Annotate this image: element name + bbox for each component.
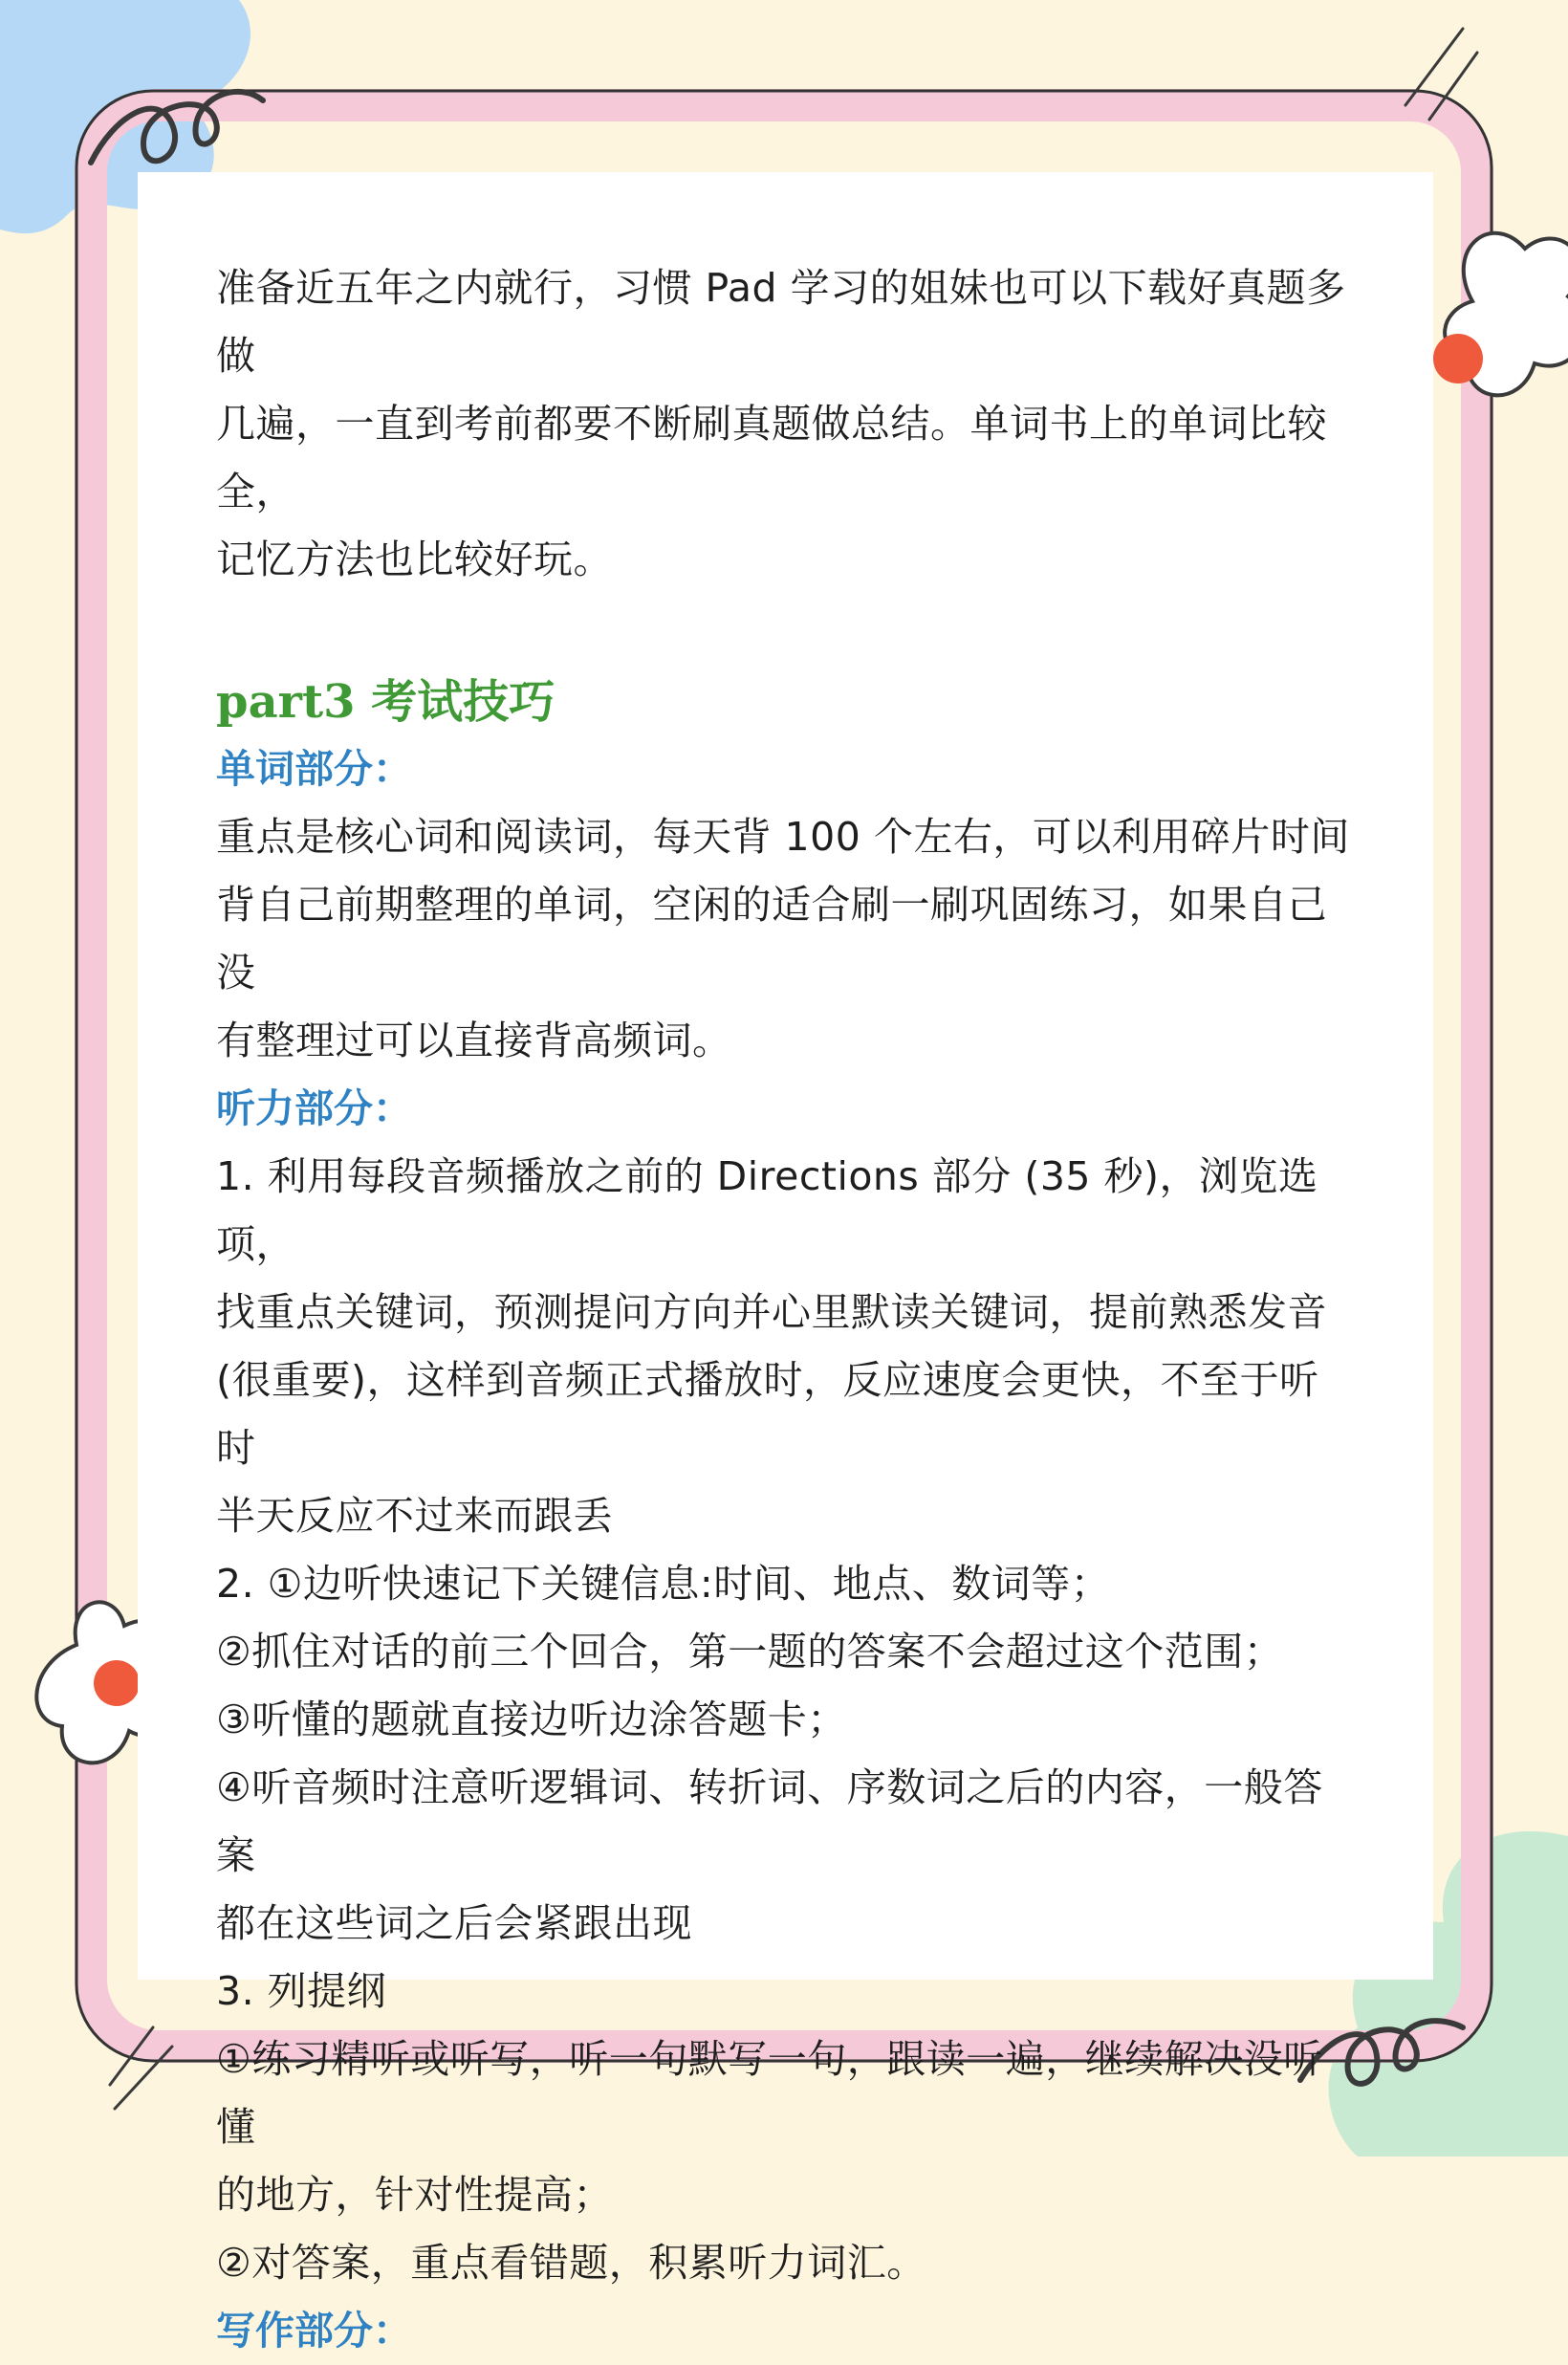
intro-line: 准备近五年之内就行，习惯 Pad 学习的姐妹也可以下载好真题多做: [216, 265, 1346, 379]
vocab-heading: 单词部分：: [216, 746, 412, 792]
listening-line: ③听懂的题就直接边听边涂答题卡；: [216, 1697, 847, 1742]
listening-line: 的地方，针对性提高；: [216, 2172, 613, 2218]
listening-line: (很重要)，这样到音频正式播放时，反应速度会更快，不至于听时: [216, 1357, 1319, 1471]
listening-line: 半天反应不过来而跟丢: [216, 1493, 613, 1539]
listening-line: ②抓住对话的前三个回合，第一题的答案不会超过这个范围；: [216, 1629, 1284, 1675]
vocab-line: 有整理过可以直接背高频词。: [216, 1018, 732, 1063]
flower-right: [1433, 233, 1568, 396]
vocab-section: [216, 735, 1355, 1075]
listening-line: ④听音频时注意听逻辑词、转折词、序数词之后的内容，一般答案: [216, 1764, 1323, 1878]
section-title: part3 考试技巧: [216, 675, 555, 729]
listening-line: 1. 利用每段音频播放之前的 Directions 部分 (35 秒)，浏览选项，: [216, 1153, 1318, 1267]
vocab-line: 背自己前期整理的单词，空闲的适合刷一刷巩固练习，如果自己没: [216, 882, 1327, 996]
intro-line: 几遍，一直到考前都要不断刷真题做总结。单词书上的单词比较全，: [216, 401, 1327, 515]
listening-line: ①练习精听或听写，听一句默写一句，跟读一遍，继续解决没听懂: [216, 2036, 1323, 2150]
intro-line: 记忆方法也比较好玩。: [216, 537, 613, 582]
vocab-line: 重点是核心词和阅读词，每天背 100 个左右，可以利用碎片时间: [216, 814, 1350, 860]
listening-line: 都在这些词之后会紧跟出现: [216, 1900, 692, 1946]
listening-line: 3. 列提纲: [216, 1968, 387, 2014]
listening-heading: 听力部分：: [216, 1085, 412, 1131]
listening-section: [216, 1075, 1355, 2297]
listening-line: ②对答案，重点看错题，积累听力词汇。: [216, 2240, 926, 2286]
content-card: [138, 172, 1433, 2354]
intro-paragraph: [216, 254, 1355, 594]
writing-section: [216, 2297, 1355, 2365]
writing-heading: 写作部分：: [216, 2308, 412, 2354]
listening-line: 找重点关键词，预测提问方向并心里默读关键词，提前熟悉发音: [216, 1289, 1327, 1335]
listening-line: 2. ①边听快速记下关键信息:时间、地点、数词等；: [216, 1561, 1111, 1607]
